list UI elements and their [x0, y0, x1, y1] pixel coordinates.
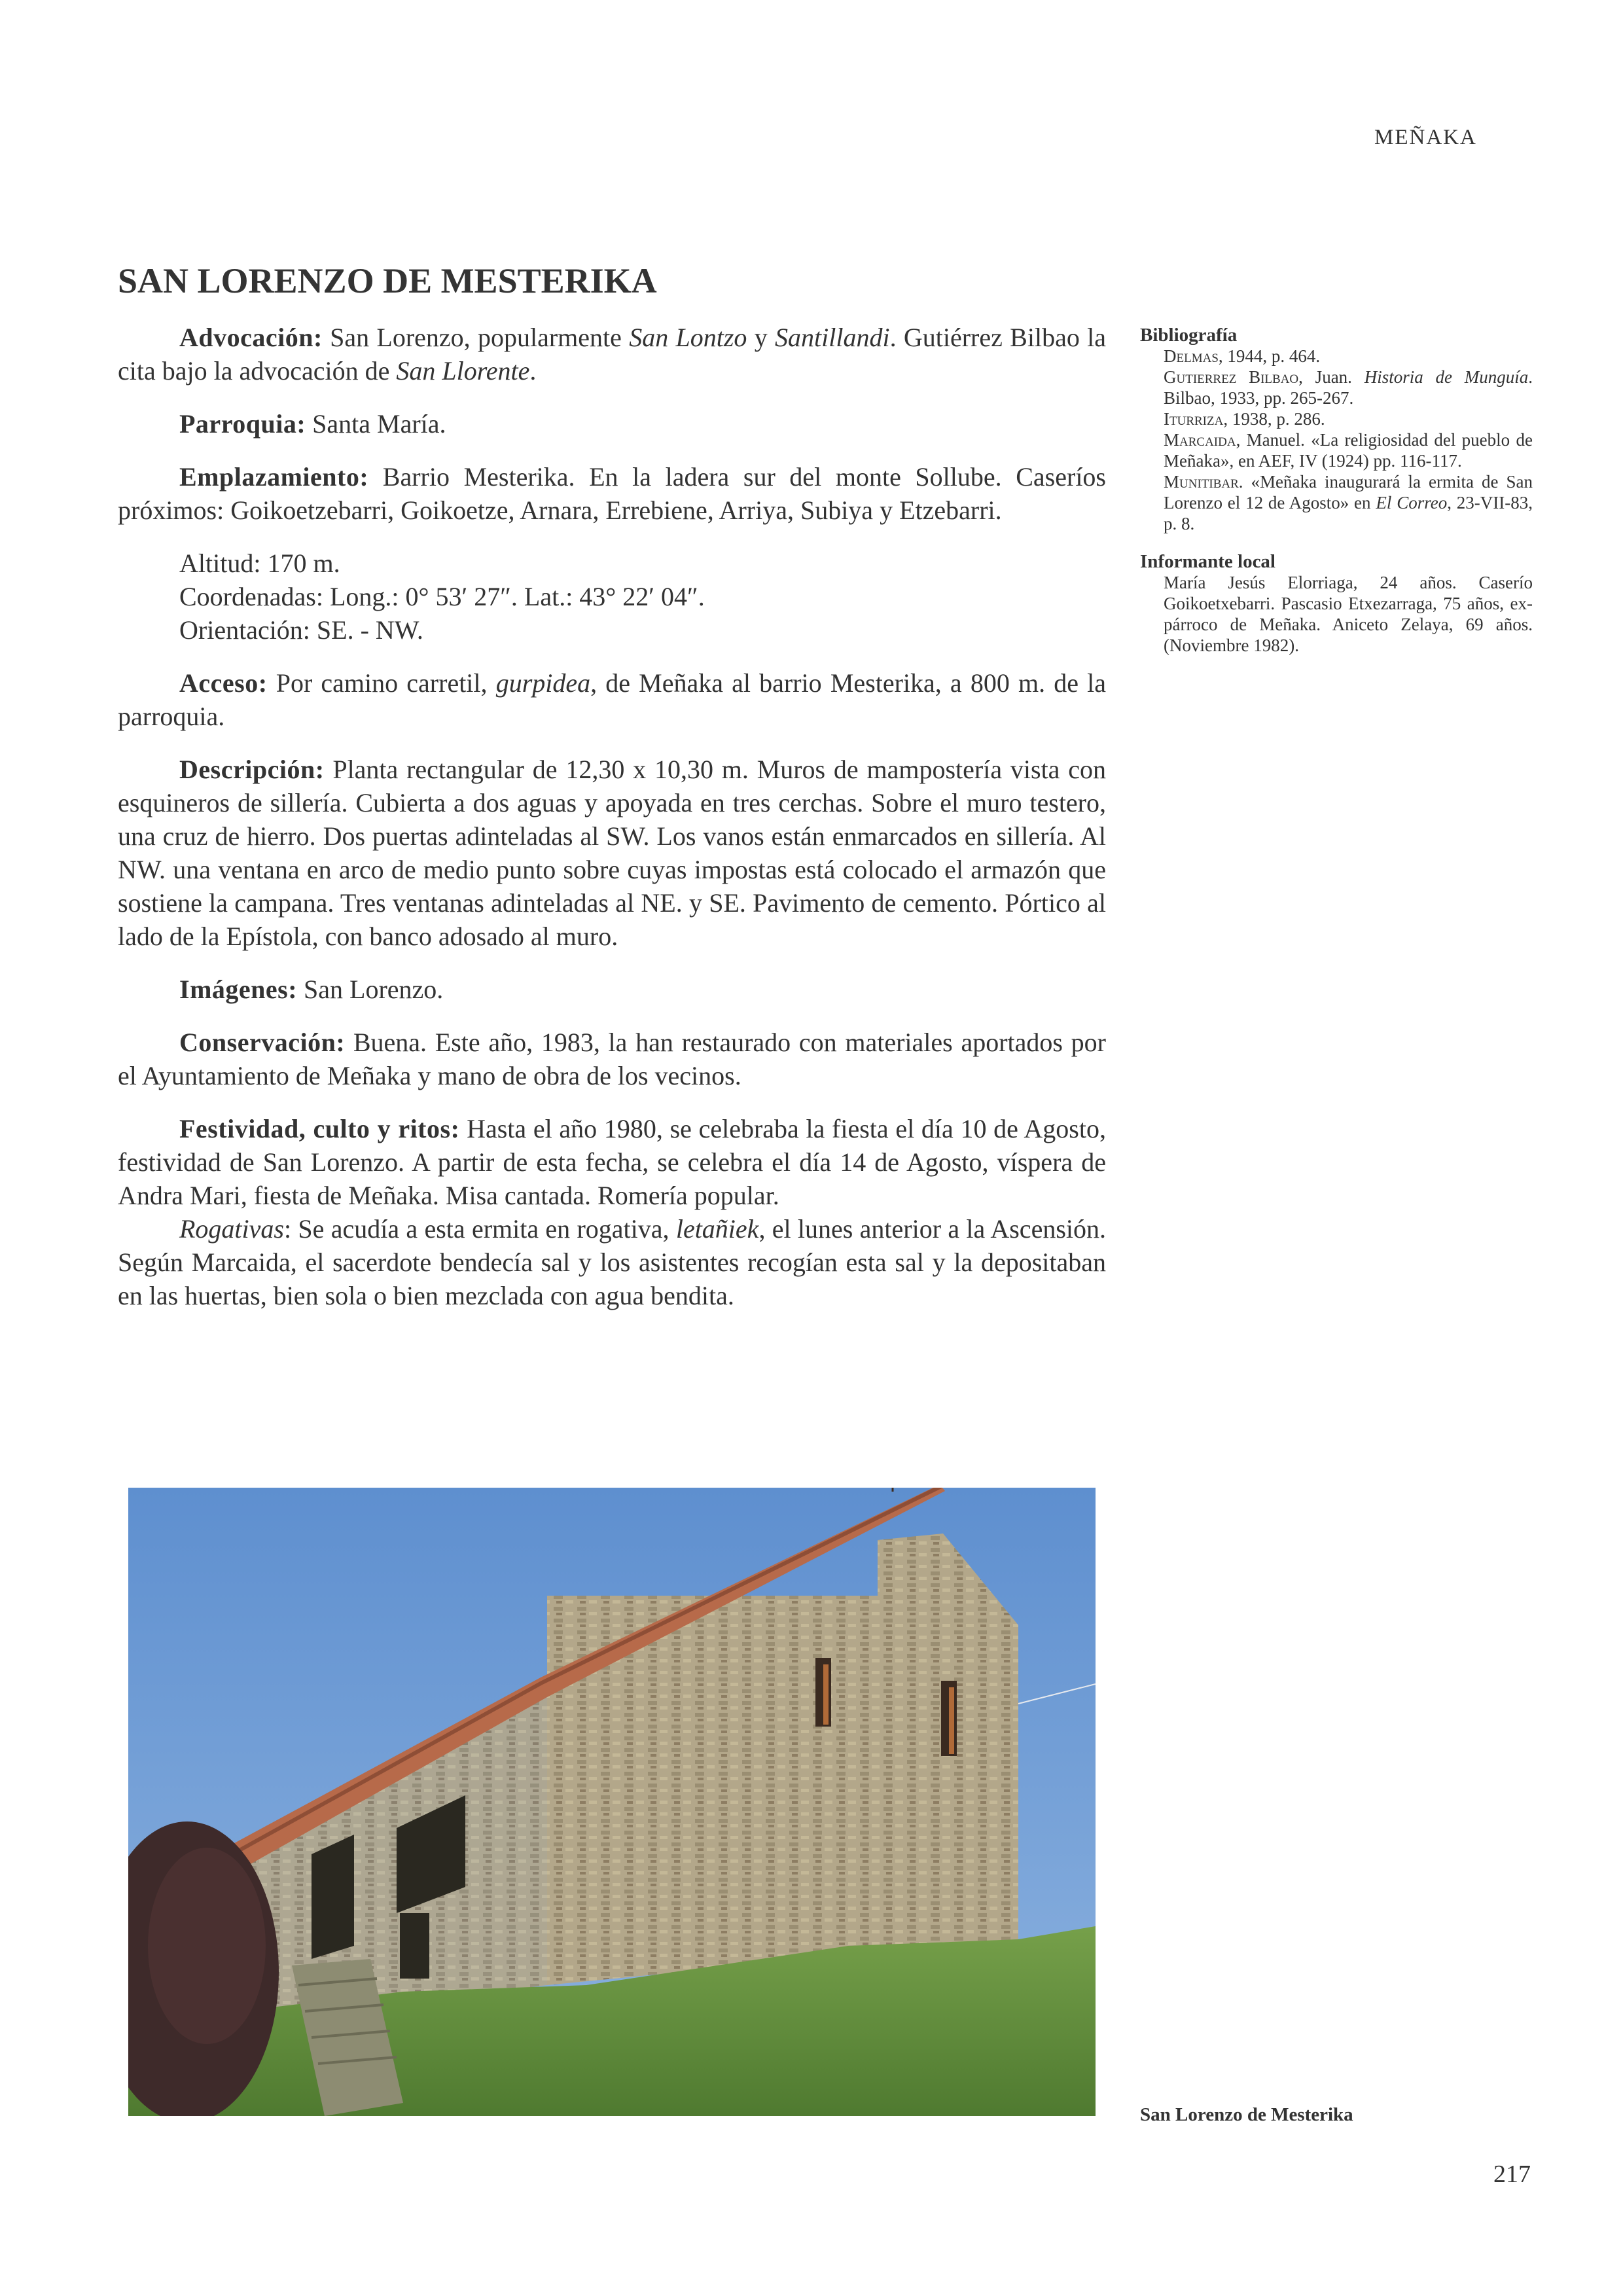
- porch-opening: [312, 1835, 354, 1959]
- gable-wall: [547, 1534, 1018, 1985]
- bibliography-entry: [1164, 367, 1533, 408]
- advocacion-label: Advocación:: [179, 323, 323, 352]
- coordenadas: Coordenadas: Long.: 0° 53′ 27″. Lat.: 43° 22′ 04″.: [179, 582, 705, 611]
- entry-author: Gutierrez Bilbao: [1164, 367, 1299, 387]
- entry-author: Delmas: [1164, 346, 1219, 366]
- section-descripcion: [118, 753, 1106, 953]
- entry-author: Iturriza: [1164, 409, 1224, 429]
- descripcion-label: Descripción:: [179, 755, 325, 784]
- section-conservacion: [118, 1026, 1106, 1092]
- sidebar: [1140, 325, 1533, 656]
- altitud: Altitud: 170 m.: [179, 548, 340, 578]
- descripcion-text: Planta rectangular de 12,30 x 10,30 m. Muros de mampostería vista con esquineros de sillería. Cubierta a dos aguas y apoyada en tres cerchas. Sobre el muro testero, una cruz de hierro. Dos puertas adinteladas al SW. Los vanos están enmarcados en sillería. Al NW. una ventana en arco de medio punto sobre cuyas impostas está colocado el armazón que sostiene la campana. Tres ventanas adinteladas al NE. y SE. Pavimento de cemento. Pórtico al lado de la Epístola, con banco adosado al muro.: [118, 755, 1106, 951]
- imagenes-label: Imágenes:: [179, 975, 298, 1004]
- running-head: MEÑAKA: [1374, 126, 1477, 149]
- window-frame: [823, 1664, 829, 1725]
- bibliography-entry: [1164, 471, 1533, 534]
- article-title: SAN LORENZO DE MESTERIKA: [118, 261, 657, 300]
- hermitage-photo-illustration: [128, 1488, 1096, 2116]
- entry-text: , Manuel. «La religiosidad del pueblo de Meñaka», en AEF, IV (1924) pp. 116-117.: [1164, 430, 1533, 471]
- entry-text: . Bilbao, 1933, pp. 265-267.: [1164, 367, 1533, 408]
- parroquia-label: Parroquia:: [179, 409, 306, 439]
- section-rogativas: [118, 1212, 1106, 1312]
- advocacion-text: . Gutiérrez Bilbao la cita bajo la advocación de: [118, 323, 1106, 386]
- entry-text: , 1938, p. 286.: [1223, 409, 1325, 429]
- emplazamiento-text: Barrio Mesterika. En la ladera sur del monte Sollube. Caseríos próximos: Goikoetzebarri, Goikoetze, Arnara, Errebiene, Arriya, Subiya y Etzebarri.: [118, 462, 1106, 525]
- hermitage-photo: [128, 1488, 1096, 2116]
- informante-section: [1140, 551, 1533, 656]
- bibliography-entry: [1164, 429, 1533, 471]
- advocacion-text: .: [529, 356, 537, 386]
- article-body: [118, 321, 1106, 1312]
- conservacion-text: Buena. Este año, 1983, la han restaurado con materiales aportados por el Ayuntamiento de Meñaka y mano de obra de los vecinos.: [118, 1028, 1106, 1090]
- acceso-italic: gurpidea: [495, 668, 591, 698]
- emplazamiento-label: Emplazamiento:: [179, 462, 369, 492]
- informante-heading: Informante local: [1140, 551, 1275, 572]
- entry-italic: Historia de Munguía: [1364, 367, 1529, 387]
- location-block: [118, 547, 1106, 647]
- festividad-text: Hasta el año 1980, se celebraba la fiesta el día 10 de Agosto, festividad de San Lorenzo. A partir de esta fecha, se celebra el día 14 de Agosto, víspera de Andra Mari, fiesta de Meñaka. Misa cantada. Romería popular.: [118, 1114, 1106, 1210]
- entry-text: , Juan.: [1298, 367, 1364, 387]
- section-emplazamiento: [118, 460, 1106, 527]
- entry-text: . «Meñaka inaugurará la ermita de San Lorenzo el 12 de Agosto» en: [1164, 472, 1533, 512]
- entry-text: , 1944, p. 464.: [1218, 346, 1321, 366]
- parroquia-text: Santa María.: [306, 409, 446, 439]
- bibliography-entry: [1164, 346, 1533, 367]
- porch-opening: [400, 1913, 429, 1979]
- bibliography-entry: [1164, 408, 1533, 429]
- window-frame: [949, 1687, 954, 1754]
- advocacion-text: San Lorenzo, popularmente: [322, 323, 630, 352]
- acceso-label: Acceso:: [179, 668, 268, 698]
- section-acceso: [118, 666, 1106, 733]
- advocacion-text: y: [747, 323, 775, 352]
- section-festividad: [118, 1112, 1106, 1212]
- advocacion-italic-2: Santillandi: [775, 323, 890, 352]
- rogativas-italic: letañiek: [675, 1214, 759, 1244]
- imagenes-text: San Lorenzo.: [297, 975, 444, 1004]
- acceso-text: Por camino carretil,: [267, 668, 496, 698]
- page-number: 217: [1493, 2161, 1531, 2188]
- entry-author: Marcaida: [1164, 430, 1236, 450]
- photo-caption: San Lorenzo de Mesterika: [1140, 2104, 1353, 2125]
- bibliografia-list: [1140, 346, 1533, 534]
- rogativas-label: Rogativas: [179, 1214, 284, 1244]
- acceso-text: , de Meñaka al barrio Mesterika, a 800 m. de la parroquia.: [118, 668, 1106, 731]
- rogativas-text: , el lunes anterior a la Ascensión. Según Marcaida, el sacerdote bendecía sal y los asistentes recogían esta sal y la depositaban en las huertas, bien sola o bien mezclada con agua bendita.: [118, 1214, 1106, 1310]
- advocacion-italic-3: San Llorente: [396, 356, 530, 386]
- orientacion: Orientación: SE. - NW.: [179, 615, 423, 645]
- rogativas-text: : Se acudía a esta ermita en rogativa,: [283, 1214, 676, 1244]
- conservacion-label: Conservación:: [179, 1028, 346, 1057]
- section-parroquia: [118, 407, 1106, 440]
- advocacion-italic-1: San Lontzo: [629, 323, 747, 352]
- entry-italic: El Correo: [1376, 493, 1448, 512]
- entry-text: , 23-VII-83, p. 8.: [1164, 493, 1533, 533]
- section-imagenes: [118, 973, 1106, 1006]
- entry-author: Munitibar: [1164, 472, 1239, 492]
- festividad-label: Festividad, culto y ritos:: [179, 1114, 460, 1143]
- informante-text: María Jesús Elorriaga, 24 años. Caserío Goikoetxebarri. Pascasio Etxezarraga, 75 años, ex-párroco de Meñaka. Aniceto Zelaya, 69 años. (Noviembre 1982).: [1164, 573, 1533, 655]
- bibliografia-heading: Bibliografía: [1140, 325, 1238, 346]
- section-advocacion: [118, 321, 1106, 387]
